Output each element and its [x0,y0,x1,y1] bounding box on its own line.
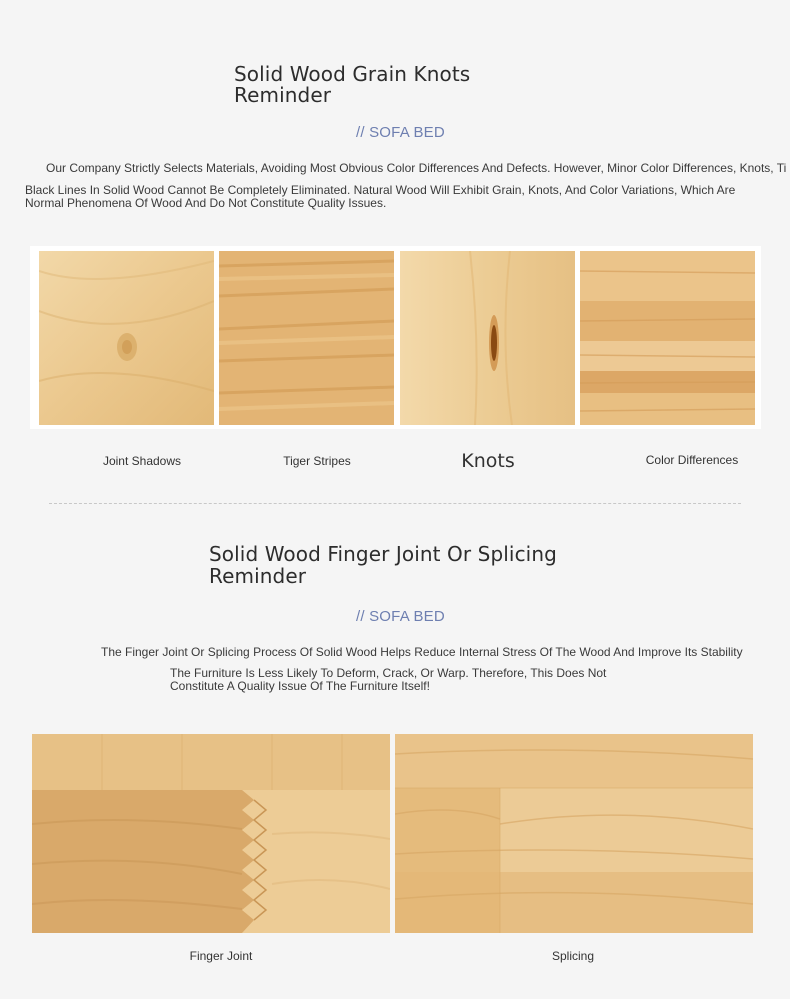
section2-title [209,543,557,587]
caption-splicing: Splicing [551,949,595,963]
section2-paragraph-line2: The Furniture Is Less Likely To Deform, Crack, Or Warp. Therefore, This Does Not [170,666,607,680]
section2-title-line2: Reminder [209,564,307,588]
splicing-image [395,734,753,933]
caption-color-differences: Color Differences [645,453,739,467]
section1-title-line1: Solid Wood Grain Knots [234,62,471,86]
knots-image [400,251,575,425]
caption-joint-shadows: Joint Shadows [102,454,182,468]
joint-shadows-image [39,251,214,425]
section2-paragraph-line1: The Finger Joint Or Splicing Process Of Solid Wood Helps Reduce Internal Stress Of The Wood And Improve Its Stability [101,645,743,659]
caption-finger-joint: Finger Joint [189,949,253,963]
caption-knots: Knots [461,450,515,472]
section1-title-line2: Reminder [234,83,332,107]
wood-samples-frame [30,246,761,429]
color-differences-image [580,251,755,425]
section1-paragraph-line3: Normal Phenomena Of Wood And Do Not Constitute Quality Issues. [25,196,387,210]
caption-tiger-stripes: Tiger Stripes [283,454,351,468]
section2-title-line1: Solid Wood Finger Joint Or Splicing [209,542,557,566]
tiger-stripes-image [219,251,394,425]
section1-paragraph-line2: Black Lines In Solid Wood Cannot Be Completely Eliminated. Natural Wood Will Exhibit Grain, Knots, And Color Variations, Which Are [25,183,736,197]
section1-subtitle: // SOFA BED [356,124,445,141]
finger-joint-image [32,734,390,933]
section2-paragraph-line3: Constitute A Quality Issue Of The Furniture Itself! [170,679,430,693]
section-divider [49,503,741,504]
section1-title [234,64,470,106]
section2-subtitle: // SOFA BED [356,608,445,625]
section1-paragraph-line1: Our Company Strictly Selects Materials, Avoiding Most Obvious Color Differences And Defects. However, Minor Color Differences, Knots, Ti [46,161,787,175]
